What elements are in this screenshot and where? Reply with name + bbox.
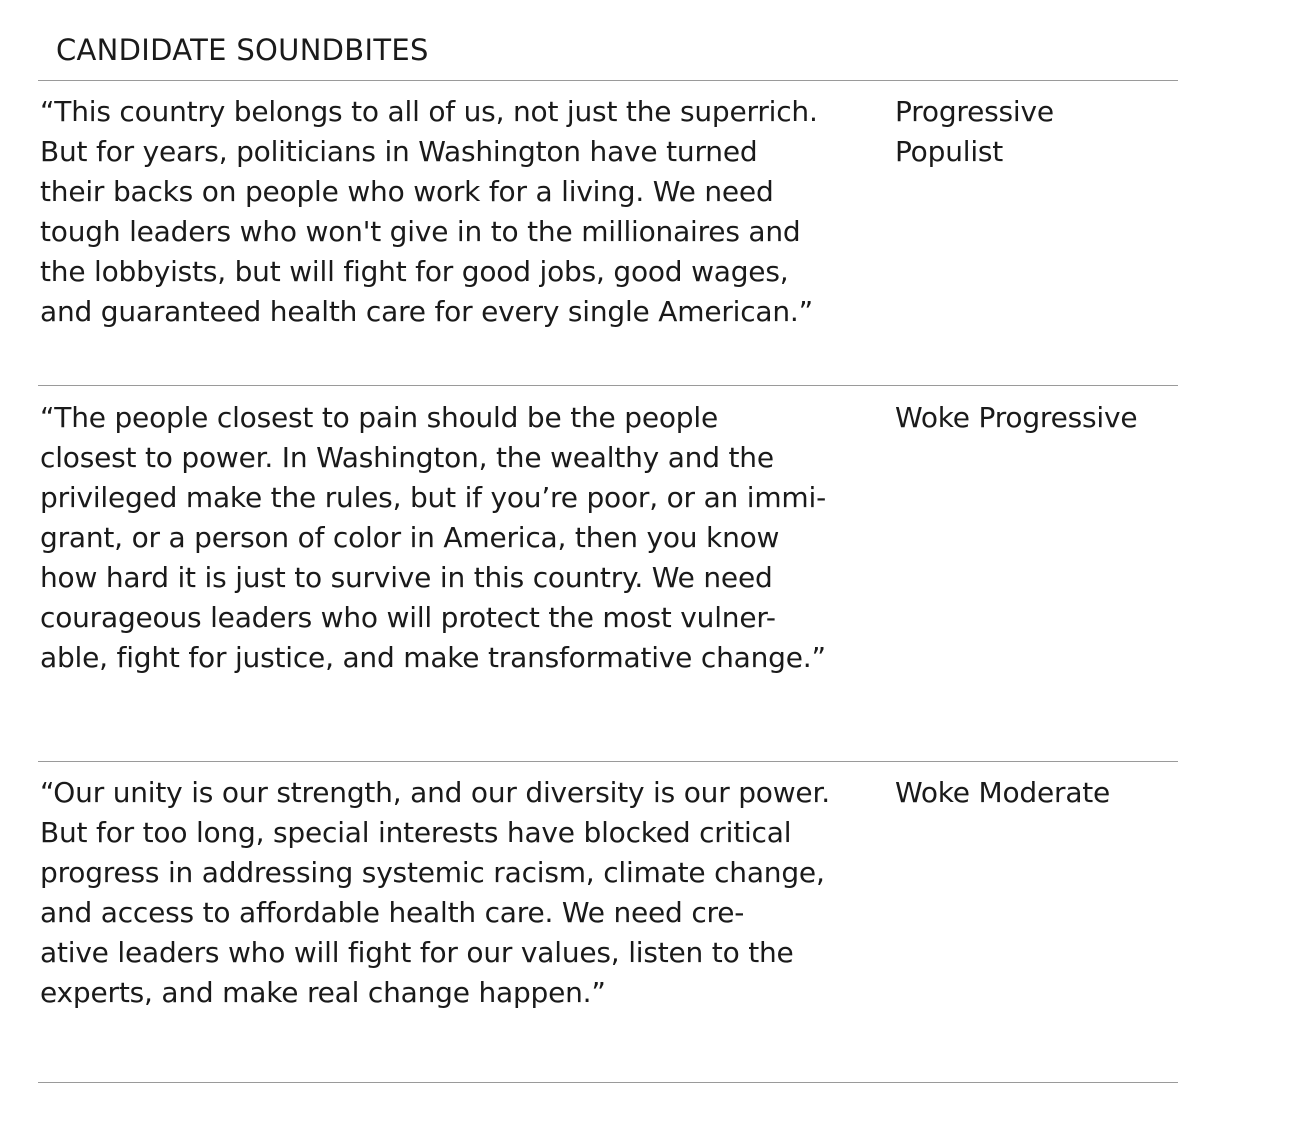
page-heading: CANDIDATE SOUNDBITES: [56, 33, 429, 67]
ideology-label: Progressive Populist: [895, 95, 1054, 168]
divider-top: [38, 80, 1178, 81]
soundbite-quote: “The people closest to pain should be the people closest to power. In Washington, the wealthy and the privileged make the rules, but if you’re poor, or an immi- grant, or a person of color in America, then you know how hard it is just to survive in this country. We need courageous leaders who will protect the most vulner- able, fight for justice, and make transformative change.”: [40, 401, 826, 674]
soundbite-quote: “This country belongs to all of us, not just the superrich. But for years, politicians in Washington have turned their backs on people who work for a living. We need tough leaders who won't give in to the millionaires and the lobbyists, but will fight for good jobs, good wages, and guaranteed health care for every single American.”: [40, 95, 818, 328]
divider-bottom: [38, 1082, 1178, 1083]
divider-row-1: [38, 385, 1178, 386]
divider-row-2: [38, 761, 1178, 762]
soundbite-quote: “Our unity is our strength, and our diversity is our power. But for too long, special interests have blocked critical progress in addressing systemic racism, climate change, and access to affordable health care. We need cre- ative leaders who will fight for our values, listen to the experts, and make real change happen.”: [40, 776, 830, 1009]
ideology-label: Woke Moderate: [895, 776, 1111, 809]
ideology-label: Woke Progressive: [895, 401, 1138, 434]
